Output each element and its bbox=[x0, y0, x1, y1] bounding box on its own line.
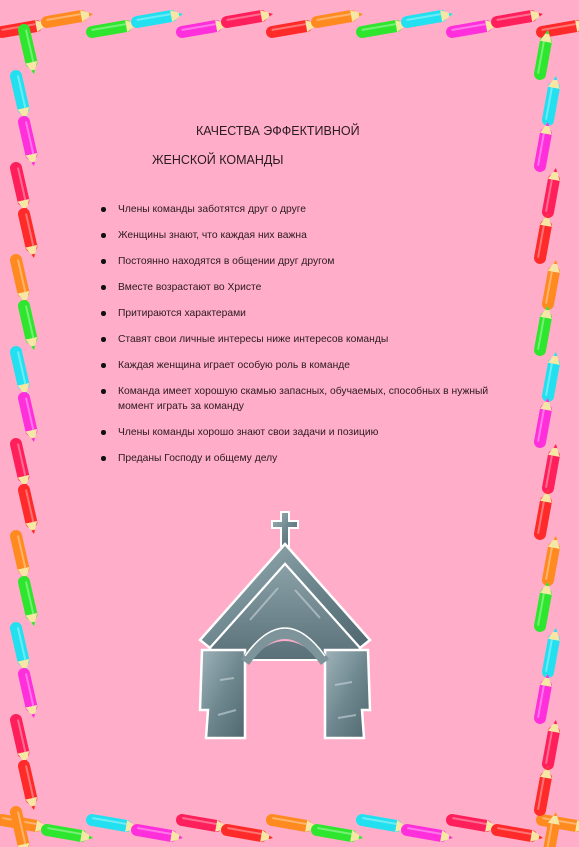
list-item-text: Члены команды хорошо знают свои задачи и позицию bbox=[118, 427, 379, 438]
list-item-text: Притираются характерами bbox=[118, 308, 246, 319]
bullet-icon bbox=[101, 233, 106, 238]
bullet-icon bbox=[101, 337, 106, 342]
list-item-text: Преданы Господу и общему делу bbox=[118, 453, 278, 464]
page-title-line-1: КАЧЕСТВА ЭФФЕКТИВНОЙ bbox=[196, 124, 360, 138]
pencil-icon bbox=[546, 536, 560, 580]
pencil-icon bbox=[16, 352, 29, 396]
pencil-icon bbox=[24, 306, 37, 350]
pencil-icon bbox=[317, 828, 363, 842]
list-item bbox=[101, 254, 511, 269]
pencil-icon bbox=[538, 306, 552, 350]
pencil-icon bbox=[546, 260, 560, 304]
list-item bbox=[101, 280, 511, 295]
pencil-icon bbox=[24, 674, 37, 718]
pencil-icon bbox=[24, 122, 37, 166]
pencil-icon bbox=[538, 490, 552, 534]
list-item-text: Ставят свои личные интересы ниже интересов команды bbox=[118, 334, 389, 345]
pencil-icon bbox=[47, 10, 93, 22]
list-item bbox=[101, 425, 511, 440]
list-item bbox=[101, 332, 511, 347]
list-item-text: Вместе возрастают во Христе bbox=[118, 282, 262, 293]
list-item-text: Каждая женщина играет особую роль в команде bbox=[118, 360, 350, 371]
pencil-icon bbox=[538, 582, 552, 626]
pencil-icon bbox=[16, 444, 29, 488]
bullet-icon bbox=[101, 430, 106, 435]
pencil-icon bbox=[538, 766, 552, 810]
pencil-icon bbox=[137, 10, 183, 22]
pencil-icon bbox=[16, 168, 29, 212]
list-item-text: Женщины знают, что каждая них важна bbox=[118, 230, 307, 241]
page-title-line-2: ЖЕНСКОЙ КОМАНДЫ bbox=[152, 153, 284, 167]
pencil-icon bbox=[24, 490, 37, 534]
pencil-icon bbox=[407, 828, 453, 842]
pencil-icon bbox=[24, 766, 37, 810]
pencil-icon bbox=[497, 828, 543, 842]
pencil-icon bbox=[24, 214, 37, 258]
pencil-icon bbox=[24, 30, 37, 74]
pencil-icon bbox=[546, 76, 560, 120]
bullet-icon bbox=[101, 259, 106, 264]
pencil-icon bbox=[497, 10, 543, 22]
qualities-list bbox=[101, 202, 511, 477]
church-gate-icon bbox=[190, 510, 380, 745]
list-item bbox=[101, 228, 511, 243]
pencil-icon bbox=[227, 828, 273, 842]
pencil-icon bbox=[546, 352, 560, 396]
pencil-icon bbox=[24, 582, 37, 626]
bullet-icon bbox=[101, 311, 106, 316]
list-item-text: Постоянно находятся в общении друг другом bbox=[118, 256, 335, 267]
pencil-icon bbox=[546, 168, 560, 212]
list-item-text: Члены команды заботятся друг о друге bbox=[118, 204, 306, 215]
pencil-icon bbox=[407, 10, 453, 22]
bullet-icon bbox=[101, 363, 106, 368]
pencil-icon bbox=[16, 720, 29, 764]
pencil-icon bbox=[24, 398, 37, 442]
bullet-icon bbox=[101, 285, 106, 290]
bullet-icon bbox=[101, 389, 106, 394]
bullet-icon bbox=[101, 207, 106, 212]
pencil-icon bbox=[137, 828, 183, 842]
bullet-icon bbox=[101, 456, 106, 461]
list-item bbox=[101, 202, 511, 217]
pencil-icon bbox=[317, 10, 363, 22]
list-item bbox=[101, 358, 511, 373]
pencil-icon bbox=[546, 720, 560, 764]
list-item bbox=[101, 306, 511, 321]
pencil-icon bbox=[538, 122, 552, 166]
pencil-icon bbox=[16, 260, 29, 304]
pencil-icon bbox=[538, 674, 552, 718]
pencil-icon bbox=[227, 10, 273, 22]
list-item bbox=[101, 384, 511, 414]
pencil-icon bbox=[16, 76, 29, 120]
list-item bbox=[101, 451, 511, 466]
pencil-icon bbox=[16, 628, 29, 672]
pencil-icon bbox=[16, 536, 29, 580]
pencil-icon bbox=[546, 444, 560, 488]
pencil-icon bbox=[47, 828, 93, 842]
pencil-icon bbox=[538, 214, 552, 258]
pencil-icon bbox=[546, 628, 560, 672]
pencil-icon bbox=[542, 20, 579, 32]
pencil-icon bbox=[538, 398, 552, 442]
list-item-text: Команда имеет хорошую скамью запасных, обучаемых, способных в нужный момент играть за команду bbox=[118, 386, 489, 412]
